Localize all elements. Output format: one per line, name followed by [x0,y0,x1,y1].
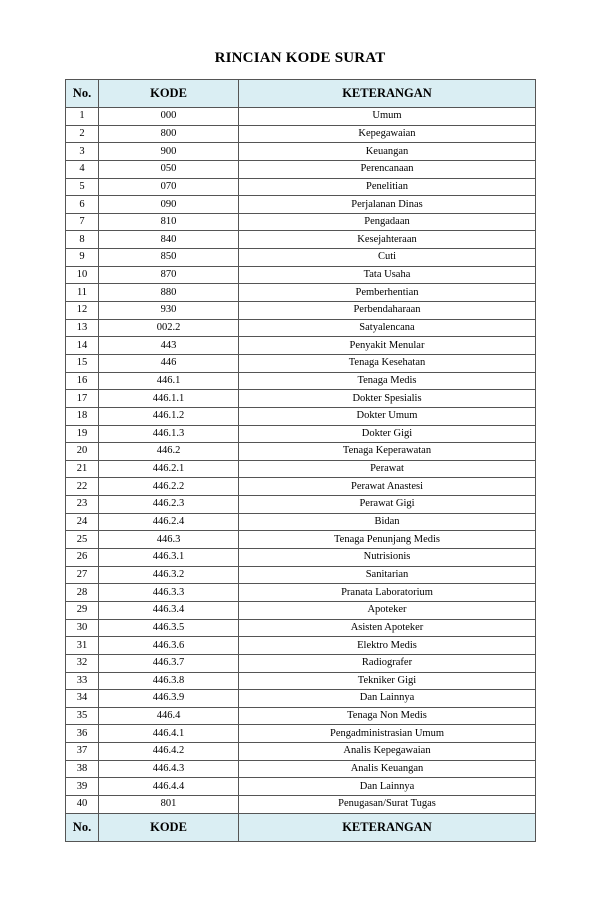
table-row [66,390,536,408]
cell-no: 33 [66,672,99,690]
table-row [66,443,536,461]
cell-keterangan: Nutrisionis [239,549,536,567]
cell-kode: 850 [99,249,239,267]
cell-no: 30 [66,619,99,637]
cell-no: 36 [66,725,99,743]
table-row [66,407,536,425]
cell-no: 7 [66,213,99,231]
cell-no: 24 [66,513,99,531]
cell-kode: 930 [99,302,239,320]
cell-no: 2 [66,125,99,143]
cell-no: 22 [66,478,99,496]
table-row [66,460,536,478]
cell-keterangan: Perencanaan [239,160,536,178]
cell-no: 35 [66,707,99,725]
cell-kode: 446.3.6 [99,637,239,655]
cell-no: 28 [66,584,99,602]
cell-kode: 900 [99,143,239,161]
cell-no: 21 [66,460,99,478]
cell-keterangan: Perjalanan Dinas [239,196,536,214]
table-row [66,566,536,584]
table-row [66,249,536,267]
cell-keterangan: Tenaga Penunjang Medis [239,531,536,549]
cell-kode: 446.2.4 [99,513,239,531]
table-row [66,690,536,708]
table-row [66,196,536,214]
cell-kode: 446.4.4 [99,778,239,796]
cell-no: 23 [66,496,99,514]
table-row [66,760,536,778]
cell-keterangan: Pemberhentian [239,284,536,302]
footer-keterangan: KETERANGAN [239,813,536,841]
cell-no: 40 [66,795,99,813]
cell-keterangan: Tenaga Kesehatan [239,354,536,372]
table-row [66,125,536,143]
cell-no: 25 [66,531,99,549]
cell-kode: 801 [99,795,239,813]
cell-keterangan: Tenaga Non Medis [239,707,536,725]
cell-keterangan: Satyalencana [239,319,536,337]
cell-no: 29 [66,601,99,619]
cell-kode: 446.3.8 [99,672,239,690]
cell-kode: 070 [99,178,239,196]
header-no: No. [66,80,99,108]
cell-kode: 443 [99,337,239,355]
table-row [66,778,536,796]
cell-no: 13 [66,319,99,337]
cell-no: 26 [66,549,99,567]
cell-keterangan: Cuti [239,249,536,267]
cell-no: 16 [66,372,99,390]
table-footer [66,813,536,841]
footer-row [66,813,536,841]
table-row [66,531,536,549]
cell-keterangan: Perawat [239,460,536,478]
page-title: RINCIAN KODE SURAT [214,50,386,66]
table-row [66,549,536,567]
cell-keterangan: Dan Lainnya [239,778,536,796]
table-row [66,284,536,302]
cell-kode: 446.3.4 [99,601,239,619]
header-keterangan: KETERANGAN [239,80,536,108]
cell-kode: 446.3.1 [99,549,239,567]
cell-keterangan: Elektro Medis [239,637,536,655]
cell-keterangan: Keuangan [239,143,536,161]
header-row [66,80,536,108]
table-row [66,478,536,496]
cell-kode: 446.1.3 [99,425,239,443]
cell-kode: 446.3.2 [99,566,239,584]
cell-kode: 002.2 [99,319,239,337]
cell-kode: 446.4.2 [99,743,239,761]
cell-kode: 446.2.2 [99,478,239,496]
table-row [66,743,536,761]
cell-no: 8 [66,231,99,249]
table-row [66,108,536,126]
cell-no: 6 [66,196,99,214]
cell-no: 10 [66,266,99,284]
cell-kode: 446.4 [99,707,239,725]
footer-kode: KODE [99,813,239,841]
cell-keterangan: Pranata Laboratorium [239,584,536,602]
cell-keterangan: Tekniker Gigi [239,672,536,690]
table-row [66,372,536,390]
cell-keterangan: Analis Kepegawaian [239,743,536,761]
cell-keterangan: Tenaga Medis [239,372,536,390]
cell-keterangan: Dan Lainnya [239,690,536,708]
cell-keterangan: Penyakit Menular [239,337,536,355]
cell-keterangan: Analis Keuangan [239,760,536,778]
cell-no: 14 [66,337,99,355]
table-row [66,637,536,655]
cell-kode: 446.4.1 [99,725,239,743]
cell-keterangan: Asisten Apoteker [239,619,536,637]
table-row [66,707,536,725]
cell-no: 27 [66,566,99,584]
table-row [66,213,536,231]
cell-no: 32 [66,654,99,672]
cell-kode: 880 [99,284,239,302]
cell-kode: 446.3.9 [99,690,239,708]
cell-no: 12 [66,302,99,320]
cell-no: 4 [66,160,99,178]
cell-kode: 090 [99,196,239,214]
cell-keterangan: Dokter Umum [239,407,536,425]
cell-keterangan: Perawat Gigi [239,496,536,514]
cell-keterangan: Umum [239,108,536,126]
table-row [66,266,536,284]
cell-kode: 446.1.1 [99,390,239,408]
table-row [66,178,536,196]
cell-kode: 810 [99,213,239,231]
cell-no: 5 [66,178,99,196]
cell-keterangan: Sanitarian [239,566,536,584]
cell-no: 37 [66,743,99,761]
cell-kode: 446.3.3 [99,584,239,602]
table-row [66,795,536,813]
cell-no: 39 [66,778,99,796]
cell-keterangan: Pengadministrasian Umum [239,725,536,743]
table-body [66,108,536,814]
cell-no: 38 [66,760,99,778]
table-row [66,672,536,690]
table-row [66,601,536,619]
cell-kode: 446 [99,354,239,372]
cell-keterangan: Kesejahteraan [239,231,536,249]
cell-keterangan: Perawat Anastesi [239,478,536,496]
cell-no: 11 [66,284,99,302]
cell-no: 1 [66,108,99,126]
table-header [66,80,536,108]
cell-kode: 000 [99,108,239,126]
table-row [66,319,536,337]
cell-kode: 446.4.3 [99,760,239,778]
table-row [66,143,536,161]
cell-keterangan: Radiografer [239,654,536,672]
cell-kode: 840 [99,231,239,249]
cell-kode: 800 [99,125,239,143]
table-row [66,425,536,443]
cell-kode: 446.1.2 [99,407,239,425]
table-row [66,584,536,602]
cell-kode: 446.3.5 [99,619,239,637]
table-row [66,513,536,531]
cell-kode: 446.2.3 [99,496,239,514]
cell-no: 3 [66,143,99,161]
cell-keterangan: Dokter Gigi [239,425,536,443]
cell-no: 19 [66,425,99,443]
table-row [66,337,536,355]
cell-kode: 870 [99,266,239,284]
cell-keterangan: Kepegawaian [239,125,536,143]
cell-no: 20 [66,443,99,461]
table-row [66,231,536,249]
cell-keterangan: Tenaga Keperawatan [239,443,536,461]
table-row [66,619,536,637]
cell-no: 34 [66,690,99,708]
table-row [66,160,536,178]
cell-keterangan: Tata Usaha [239,266,536,284]
cell-keterangan: Penugasan/Surat Tugas [239,795,536,813]
cell-keterangan: Apoteker [239,601,536,619]
cell-keterangan: Dokter Spesialis [239,390,536,408]
table-row [66,654,536,672]
cell-no: 18 [66,407,99,425]
cell-kode: 446.2.1 [99,460,239,478]
cell-keterangan: Perbendaharaan [239,302,536,320]
cell-no: 17 [66,390,99,408]
cell-no: 15 [66,354,99,372]
table-row [66,725,536,743]
cell-no: 31 [66,637,99,655]
cell-kode: 446.3 [99,531,239,549]
table-row [66,302,536,320]
cell-kode: 446.2 [99,443,239,461]
cell-keterangan: Penelitian [239,178,536,196]
cell-kode: 050 [99,160,239,178]
cell-kode: 446.1 [99,372,239,390]
cell-no: 9 [66,249,99,267]
kode-surat-table [65,79,536,842]
footer-no: No. [66,813,99,841]
cell-keterangan: Bidan [239,513,536,531]
cell-keterangan: Pengadaan [239,213,536,231]
header-kode: KODE [99,80,239,108]
cell-kode: 446.3.7 [99,654,239,672]
table-row [66,354,536,372]
table-row [66,496,536,514]
